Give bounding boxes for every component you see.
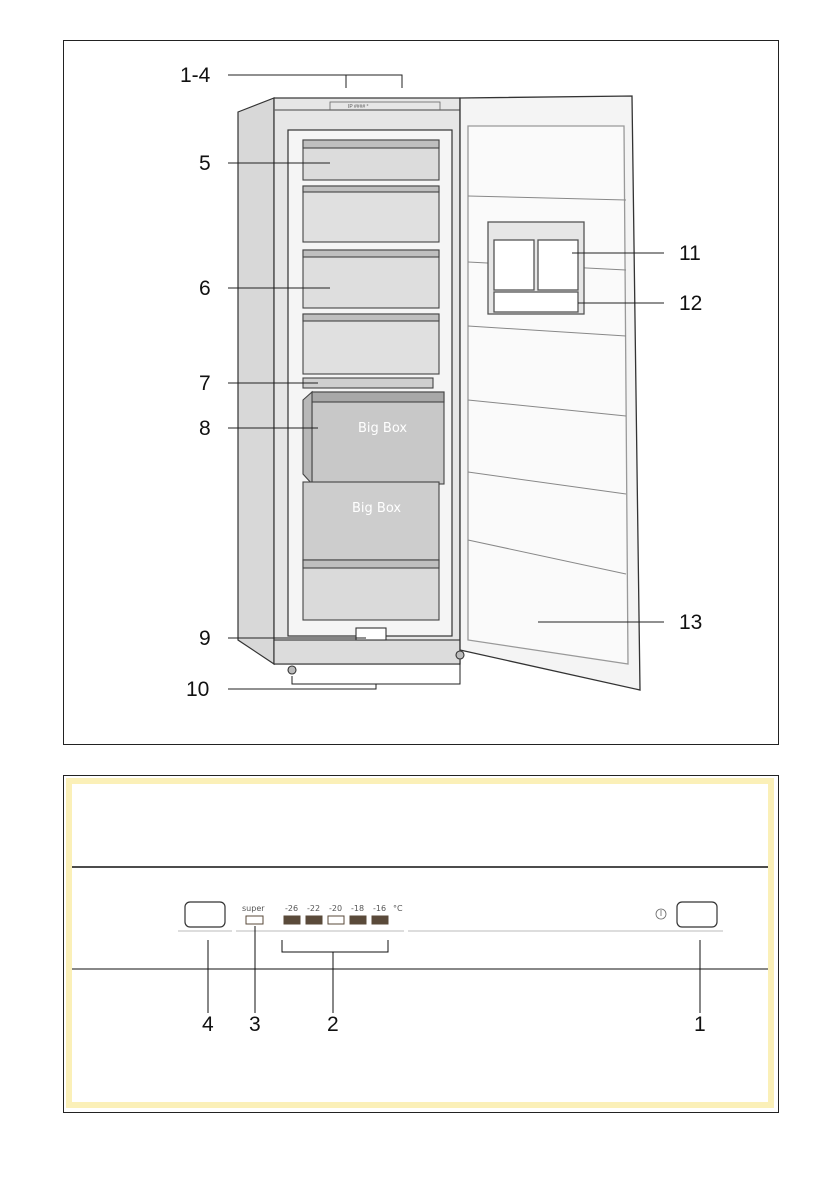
freezing-calendar — [494, 292, 578, 312]
callout-9: 9 — [199, 627, 211, 650]
callout-1-4: 1-4 — [180, 64, 211, 87]
callout-11: 11 — [679, 242, 701, 265]
callout-1: 1 — [694, 1013, 706, 1036]
callout-10: 10 — [186, 678, 210, 701]
callout-2: 2 — [327, 1013, 339, 1036]
callout-4: 4 — [202, 1013, 214, 1036]
ice-pack-right — [538, 240, 578, 290]
big-box-upper-label: Big Box — [358, 421, 408, 436]
callout-13: 13 — [679, 611, 703, 634]
drawers — [303, 140, 444, 620]
big-box-lower-label: Big Box — [352, 501, 402, 516]
drawer-2 — [303, 186, 439, 242]
drawer-big-box-open — [312, 392, 444, 484]
callout-5: 5 — [199, 152, 211, 175]
super-label: super — [242, 904, 265, 913]
unit-label: °C — [393, 904, 403, 913]
temperature-label: -20 — [329, 904, 343, 913]
drawer-big-box — [303, 482, 439, 560]
svg-text:IP #### °: IP #### ° — [348, 104, 369, 110]
callout-6: 6 — [199, 277, 211, 300]
callout-3: 3 — [249, 1013, 261, 1036]
callout-8: 8 — [199, 417, 211, 440]
temperature-label: -16 — [373, 904, 387, 913]
callout-7: 7 — [199, 372, 211, 395]
control-panel-figure-frame — [63, 775, 779, 1113]
temperature-label: -22 — [307, 904, 321, 913]
temperature-label: -18 — [351, 904, 365, 913]
ice-pack-left — [494, 240, 534, 290]
ice-tray — [303, 378, 433, 388]
temperature-label: -26 — [285, 904, 299, 913]
drawer-bottom — [303, 560, 439, 620]
door — [460, 96, 640, 690]
drawer-3 — [303, 250, 439, 308]
callout-12: 12 — [679, 292, 703, 315]
drawer-4 — [303, 314, 439, 374]
